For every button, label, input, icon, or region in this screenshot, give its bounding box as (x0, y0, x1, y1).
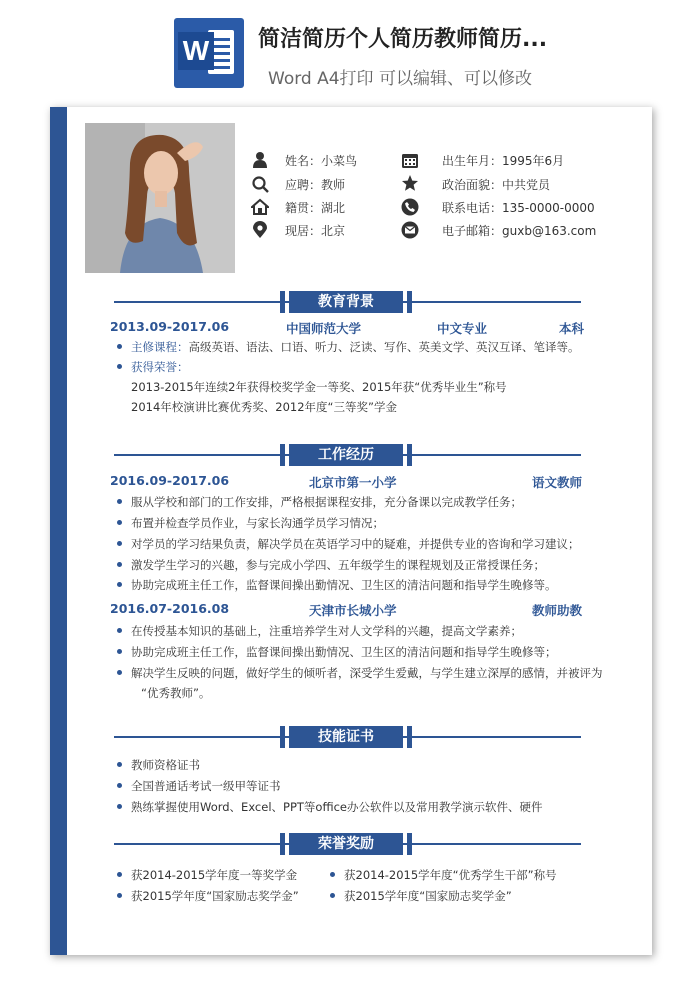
profile-residence: 现居：北京 (285, 224, 346, 238)
job-period: 2016.07-2016.08 (110, 601, 230, 616)
honors-label: 获得荣誉： (131, 360, 189, 374)
list-item: 布置并检查学员作业，与家长沟通学员学习情况； (131, 515, 384, 531)
list-item (131, 339, 580, 355)
profile-position: 应聘：教师 (285, 178, 346, 192)
list-item: 获2015学年度“国家励志奖学金” (344, 888, 512, 904)
profile-politics: 政治面貌：中共党员 (442, 178, 551, 192)
home-icon (251, 198, 269, 216)
banner-title: 简洁简历个人简历教师简历... (258, 27, 548, 52)
list-item: 获2015学年度“国家励志奖学金” (131, 888, 299, 904)
job-period: 2016.09-2017.06 (110, 473, 230, 488)
resume-page (50, 107, 652, 955)
search-icon (251, 175, 269, 193)
list-item: 获2014-2015学年度“优秀学生干部”称号 (344, 867, 557, 883)
list-item: 在传授基本知识的基础上，注重培养学生对人文学科的兴趣，提高文学素养； (131, 623, 522, 639)
courses-label: 主修课程： (131, 340, 189, 354)
banner-subtitle: Word A4打印 可以编辑、可以修改 (268, 69, 532, 89)
list-item: 熟练掌握使用Word、Excel、PPT等office办公软件以及常用教学演示软件、硬件 (131, 799, 542, 815)
profile-email: 电子邮箱：guxb@163.com (442, 224, 597, 238)
logo-letter: W (178, 32, 214, 70)
list-item: 对学员的学习结果负责，解决学员在英语学习中的疑难，并提供专业的咨询和学习建议； (131, 536, 580, 552)
honor-line: 2013-2015年连续2年获得校奖学金一等奖、2015年获“优秀毕业生”称号 (131, 380, 507, 394)
list-item: 解决学生反映的问题，做好学生的倾听者，深受学生爱戴，与学生建立深厚的感情，并被评为 (131, 665, 603, 681)
list-item: 激发学生学习的兴趣，参与完成小学四、五年级学生的课程规划及正常授课任务； (131, 557, 545, 573)
job-role: 语文教师 (532, 475, 583, 490)
phone-icon (401, 198, 419, 216)
section-title-skills: 技能证书 (289, 726, 403, 748)
profile-name: 姓名：小菜鸟 (285, 154, 358, 168)
education-period: 2013.09-2017.06 (110, 319, 230, 334)
courses-text: 高级英语、语法、口语、听力、泛读、写作、英美文学、英汉互译、笔译等。 (188, 340, 580, 354)
education-degree: 本科 (559, 321, 585, 336)
job-company: 北京市第一小学 (309, 475, 397, 490)
list-item (131, 359, 189, 375)
list-item: 教师资格证书 (131, 757, 200, 773)
mail-icon (401, 221, 419, 239)
list-item: 获2014-2015学年度一等奖学金 (131, 867, 297, 883)
person-icon (251, 151, 269, 169)
education-major: 中文专业 (437, 321, 488, 336)
job-company: 天津市长城小学 (309, 603, 397, 618)
header-banner (0, 0, 700, 100)
list-item-continuation: “优秀教师”。 (141, 686, 211, 700)
list-item: 全国普通话考试一级甲等证书 (131, 778, 281, 794)
honor-line: 2014年校演讲比赛优秀奖、2012年度“三等奖”学金 (131, 400, 397, 414)
profile-birth: 出生年月：1995年6月 (442, 154, 565, 168)
calendar-icon (401, 151, 419, 169)
list-item: 协助完成班主任工作，监督课间操出勤情况、卫生区的清洁问题和指导学生晚修等。 (131, 577, 557, 593)
location-icon (251, 221, 269, 239)
education-school: 中国师范大学 (286, 321, 362, 336)
profile-hometown: 籍贯：湖北 (285, 201, 346, 215)
section-title-awards: 荣誉奖励 (289, 833, 403, 855)
list-item: 服从学校和部门的工作安排，严格根据课程安排，充分备课以完成教学任务； (131, 494, 522, 510)
word-logo-icon (174, 18, 244, 88)
star-icon (401, 174, 419, 192)
profile-phone: 联系电话：135-0000-0000 (442, 201, 595, 215)
section-title-work: 工作经历 (289, 444, 403, 466)
job-role: 教师助教 (532, 603, 583, 618)
profile-photo (85, 123, 235, 273)
list-item: 协助完成班主任工作，监督课间操出勤情况、卫生区的清洁问题和指导学生晚修等； (131, 644, 557, 660)
page-side-bar (50, 107, 67, 955)
section-title-education: 教育背景 (289, 291, 403, 313)
